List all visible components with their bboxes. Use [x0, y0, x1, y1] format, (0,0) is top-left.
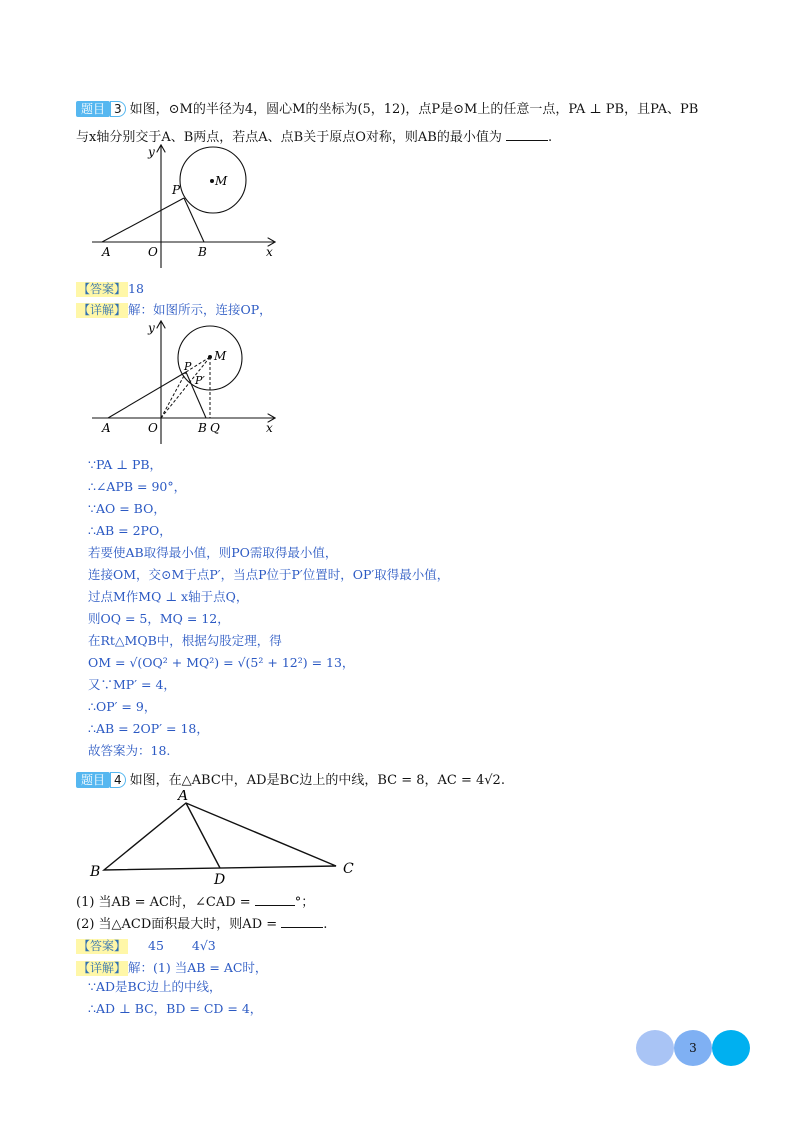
page-number: 3	[689, 1041, 697, 1055]
q4-step: ∴AD ⊥ BC，BD = CD = 4，	[88, 1001, 263, 1016]
q4-sub2-blank	[281, 915, 323, 928]
q3s-label-p: P	[184, 360, 192, 373]
q3-step: ∴OP′ = 9，	[88, 699, 157, 714]
q3-label-m: M	[215, 174, 228, 188]
q3-line1	[76, 101, 698, 118]
q3-step: 若要使AB取得最小值，则PO需取得最小值，	[88, 545, 338, 560]
q3s-label-q: Q	[210, 421, 220, 435]
q3-center-m	[210, 179, 214, 183]
q3-solution-steps	[88, 454, 449, 762]
q3-answer-tag: 【答案】	[78, 282, 127, 296]
q3s-label-p-prime: P′	[195, 374, 205, 387]
q3-label-y: y	[148, 145, 155, 159]
q3-solution-figure	[88, 318, 288, 446]
q3-answer-blank	[506, 128, 548, 141]
q3s-label-m: M	[214, 349, 227, 363]
q4-triangle-abc	[104, 803, 336, 870]
q3-step: 又∵MP′ = 4，	[88, 677, 176, 692]
page-circle-left	[636, 1030, 674, 1066]
q4-sub1-blank	[255, 893, 295, 906]
q3-segment-pb	[184, 198, 204, 242]
q3-step: ∴∠APB = 90°，	[88, 479, 187, 494]
q3-explain-tag: 【详解】	[78, 303, 127, 317]
q3-label-a: A	[102, 245, 111, 259]
q3s-label-x: x	[266, 421, 273, 435]
q3-label-x: x	[266, 245, 273, 259]
q3-step: OM = √(OQ² + MQ²) = √(5² + 12²) = 13，	[88, 655, 355, 670]
q3-label-p: P	[172, 183, 181, 197]
q4-figure	[86, 790, 376, 886]
q4-sub2: (2) 当△ACD面积最大时，则AD = .	[76, 917, 328, 932]
q3-text1: 如图，⊙M的半径为4，圆心M的坐标为(5，12)，点P是⊙M上的任意一点，PA ⊥ PB，且PA、PB	[129, 102, 699, 117]
q4-label-d: D	[214, 872, 226, 886]
q3s-segment-pa	[108, 372, 186, 418]
q4-answer-line	[76, 937, 216, 954]
q3s-label-o: O	[148, 421, 158, 435]
q3-step: ∴AB = 2PO，	[88, 523, 172, 538]
q3-line2: 与x轴分别交于A、B两点，若点A、点B关于原点O对称，则AB的最小值为 .	[76, 130, 553, 145]
q3-tag: 题目	[76, 101, 110, 117]
q4-sub1: (1) 当AB = AC时，∠CAD = °；	[76, 895, 315, 910]
q3-figure	[88, 142, 288, 272]
q4-step: ∵AD是BC边上的中线，	[88, 979, 222, 994]
q3s-label-a: A	[102, 421, 111, 435]
q4-explain-line	[76, 959, 267, 976]
page-number-badge	[636, 1030, 750, 1066]
q3-label-o: O	[148, 245, 158, 259]
q3-step: 连接OM，交⊙M于点P′，当点P位于P′位置时，OP′取得最小值，	[88, 567, 450, 582]
q4-explain-first: 解：(1) 当AB = AC时，	[128, 960, 268, 975]
page-circle-right	[712, 1030, 750, 1066]
q3s-label-y: y	[148, 321, 155, 335]
q3-step: 在Rt△MQB中，根据勾股定理，得	[88, 633, 282, 648]
q3s-label-b: B	[198, 421, 207, 435]
q3-number: 3	[110, 101, 126, 117]
q3-label-b: B	[198, 245, 207, 259]
q3-explain-line	[76, 301, 272, 318]
q4-label-b: B	[90, 864, 101, 880]
q4-median-ad	[186, 803, 220, 868]
q4-number: 4	[110, 772, 126, 788]
q3-step: ∴AB = 2OP′ = 18，	[88, 721, 209, 736]
q3-step: ∵AO = BO，	[88, 501, 166, 516]
q3-step: 过点M作MQ ⊥ x轴于点Q，	[88, 589, 249, 604]
q4-label-c: C	[343, 861, 354, 877]
q4-explain-tag: 【详解】	[78, 961, 127, 975]
q4-answer-tag: 【答案】	[78, 939, 127, 953]
q3-explain-first: 解：如图所示，连接OP，	[128, 302, 272, 317]
q4-answer-1: 45	[148, 938, 164, 953]
q3-step: 则OQ = 5，MQ = 12，	[88, 611, 230, 626]
q3-answer-line	[76, 280, 144, 297]
q4-solution-steps	[88, 976, 262, 1020]
q3-step: 故答案为：18.	[88, 743, 171, 758]
q4-text1: 如图，在△ABC中，AD是BC边上的中线，BC = 8，AC = 4√2.	[129, 773, 505, 788]
q3-answer-value: 18	[128, 281, 144, 296]
q4-label-a: A	[178, 790, 189, 804]
q4-line1	[76, 772, 505, 789]
q3-text2: 与x轴分别交于A、B两点，若点A、点B关于原点O对称，则AB的最小值为	[76, 130, 502, 145]
q3-segment-pa	[102, 198, 184, 242]
q4-tag: 题目	[76, 772, 110, 788]
q3-step: ∵PA ⊥ PB，	[88, 457, 163, 472]
q4-answer-2: 4√3	[191, 938, 216, 953]
